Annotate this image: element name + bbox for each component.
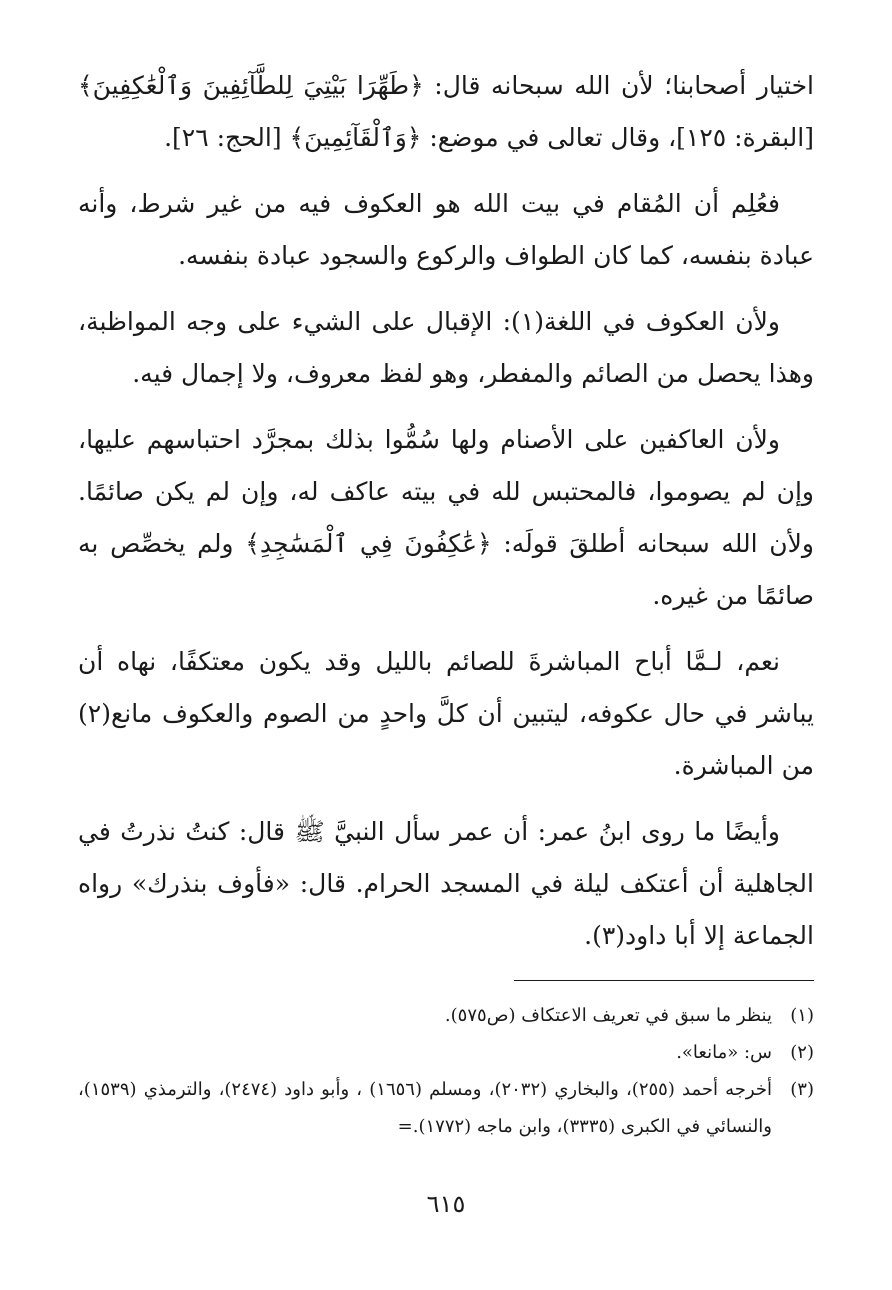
footnote-number: (٣) <box>790 1079 814 1100</box>
footnote-number: (١) <box>790 1005 814 1026</box>
paragraph-4: ولأن العاكفين على الأصنام ولها سُمُّوا بذلك بمجرَّد احتباسهم عليها، وإن لم يصوموا، فالمحتبس لله في بيته عاكف له، وإن لم يكن صائمًا. ولأن الله سبحانه أطلقَ قولَه: ﴿عَٰكِفُونَ فِي ٱلْمَسَٰجِدِ﴾ ولم يخصِّص به صائمًا من غيره. <box>78 425 814 610</box>
footnote-text: ينظر ما سبق في تعريف الاعتكاف (ص٥٧٥). <box>444 1005 772 1026</box>
footnotes <box>78 997 814 1145</box>
paragraph-2: فعُلِم أن المُقام في بيت الله هو العكوف فيه من غير شرط، وأنه عبادة بنفسه، كما كان الطواف والركوع والسجود عبادة بنفسه. <box>78 189 814 270</box>
paragraph-1: اختيار أصحابنا؛ لأن الله سبحانه قال: ﴿طَهِّرَا بَيْتِيَ لِلطَّآئِفِينَ وَٱلْعَٰكِفِينَ﴾ [البقرة: ١٢٥]، وقال تعالى في موضع: ﴿وَٱلْقَآئِمِينَ﴾ [الحج: ٢٦]. <box>78 71 814 152</box>
paragraph-3: ولأن العكوف في اللغة(١): الإقبال على الشيء على وجه المواظبة، وهذا يحصل من الصائم والمفطر، وهو لفظ معروف، ولا إجمال فيه. <box>78 307 814 388</box>
footnote-2 <box>78 1034 814 1071</box>
paragraph-5: نعم، لـمَّا أباح المباشرةَ للصائم بالليل وقد يكون معتكفًا، نهاه أن يباشر في حال عكوفه، ليتبين أن كلَّ واحدٍ من الصوم والعكوف مانع(٢) من المباشرة. <box>78 647 814 780</box>
footnote-number: (٢) <box>790 1042 814 1063</box>
paragraph-6: وأيضًا ما روى ابنُ عمر: أن عمر سأل النبيَّ ﷺ قال: كنتُ نذرتُ في الجاهلية أن أعتكف ليلة في المسجد الحرام. قال: «فأوف بنذرك» رواه الجماعة إلا أبا داود(٣). <box>78 817 814 950</box>
footnote-text: أخرجه أحمد (٢٥٥)، والبخاري (٢٠٣٢)، ومسلم (١٦٥٦) ، وأبو داود (٢٤٧٤)، والترمذي (١٥٣٩)، والنسائي في الكبرى (٣٣٣٥)، وابن ماجه (١٧٧٢).= <box>78 1079 772 1137</box>
footnote-text: س: «مانعا». <box>676 1042 772 1063</box>
footnote-3 <box>78 1071 814 1145</box>
footnote-divider <box>514 980 814 981</box>
footnote-1 <box>78 997 814 1034</box>
page-body <box>78 60 814 1145</box>
page-number: ٦١٥ <box>426 1190 466 1218</box>
